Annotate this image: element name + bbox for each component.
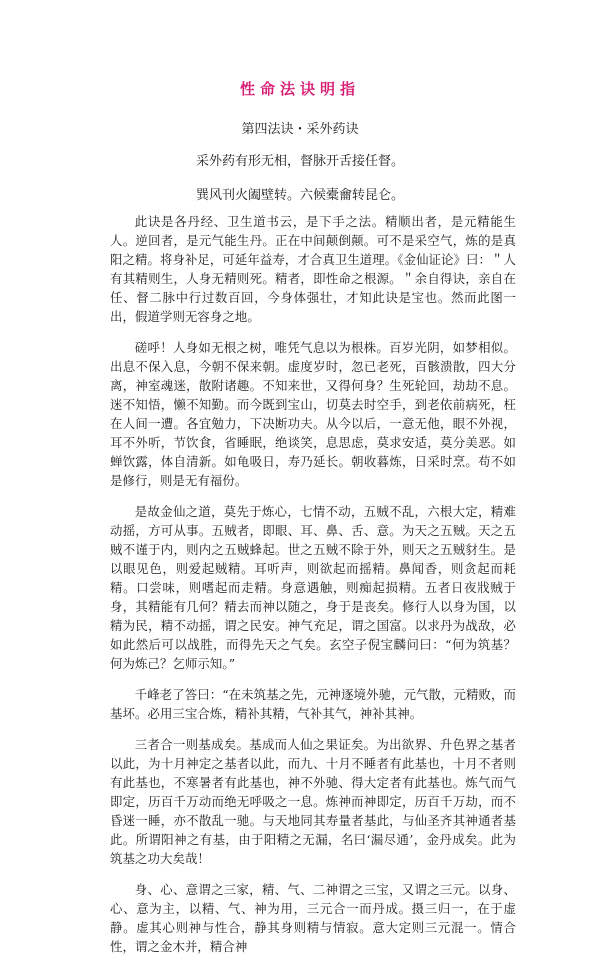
paragraph-5: 三者合一则基成矣。基成而人仙之果证矣。为出欲界、升色界之基者以此，为十月神定之基者以此，而九、十月不睡者有此基也，十月不者则有此基也，不寒暑者有此基也，神不外驰、得大定者有此基也。炼气而气即定，历百千万动而绝无呼吸之一息。炼神而神即定，历百千万劫，而不昏迷一睡，亦不散乱一驰。与天地同其寿量者基此，与仙圣齐其神通者基此。所谓阳神之有基，由于阳精之无漏，名曰‘漏尽通’，金丹成矣。此为筑基之功大矣哉！ — [110, 737, 516, 866]
paragraph-2: 磋呼！人身如无根之树，唯凭气息以为根株。百岁光阴，如梦相似。出息不保入息，今朝不保来朝。虚度岁时，忽已老死，百骸溃散，四大分离，神室魂迷，散附诸趣。不知来世，又得何身？生死轮回，劫劫不息。迷不知悟，懒不知勤。而今既到宝山，切莫去时空手，到老依前病死，枉在人间一遭。各宜勉力，下决断功夫。从今以后，一意无他，眼不外视，耳不外听，节饮食，省睡眠，绝谈笑，息思虑，莫求安适，莫分美恶。如蝉饮露，体自清新。如龟吸日，寿乃延长。朝收暮炼，日采时烹。苟不如是修行，则是无有福份。 — [110, 340, 516, 488]
paragraph-1: 此诀是各丹经、卫生道书云，是下手之法。精顺出者，是元精能生人。逆回者，是元气能生丹。正在中间颠倒颠。可不是采空气，炼的是真阳之精。将身补足，可延年益寿，才合真卫生道理。《金仙证论》曰：＂人有其精则生，人身无精则死。精者，即性命之根源。＂余自得诀，亲自在任、督二脉中行过数百回，今身体强壮，才知此诀是宝也。然而此图一出，假道学则无容身之地。 — [110, 214, 516, 324]
document-title: 性命法诀明指 — [239, 80, 360, 98]
section-subtitle: 第四法诀・采外药诀 — [241, 122, 359, 137]
verse-line-2: 巽风刊火阖壁转。六候橐龠转昆仑。 — [195, 188, 404, 203]
body-text — [110, 212, 516, 968]
paragraph-6: 身、心、意谓之三家，精、气、二神谓之三宝，又谓之三元。以身、心、意为主，以精、气、神为用，三元合一而丹成。摄三归一，在于虚静。虚其心则神与性合，静其身则精与情寂。意大定则三元混一。情合性，谓之金木并，精合神 — [110, 882, 516, 954]
paragraph-4: 千峰老了答曰：“在未筑基之先，元神逐境外驰，元气散，元精败，而基坏。必用三宝合炼，精补其精，气补其气，神补其神。 — [110, 687, 516, 721]
verse-line-1: 采外药有形无相，督脉开舌接任督。 — [195, 154, 404, 169]
paragraph-3: 是故金仙之道，莫先于炼心，七情不动，五贼不乱，六根大定，精难动摇，方可从事。五贼者，即眼、耳、鼻、舌、意。为天之五贼。天之五贼不谨于内，则内之五贼蜂起。世之五贼不除于外，则天之五贼豺生。是以眼见色，则爱起贼精。耳听声，则欲起而摇精。鼻闻香，则贪起而耗精。口尝味，则嗜起而走精。身意遇触，则痴起损精。五者日夜戕贼于身，其精能有几何？精去而神以随之，身于是丧矣。修行人以身为国，以精为民，精不动摇，谓之民安。神气充足，谓之国富。以求丹为战敌，必如此然后可以战胜，而得先天之气矣。玄空子倪宝麟问曰：“何为筑基？何为炼己？乞师示知。” — [110, 504, 516, 671]
